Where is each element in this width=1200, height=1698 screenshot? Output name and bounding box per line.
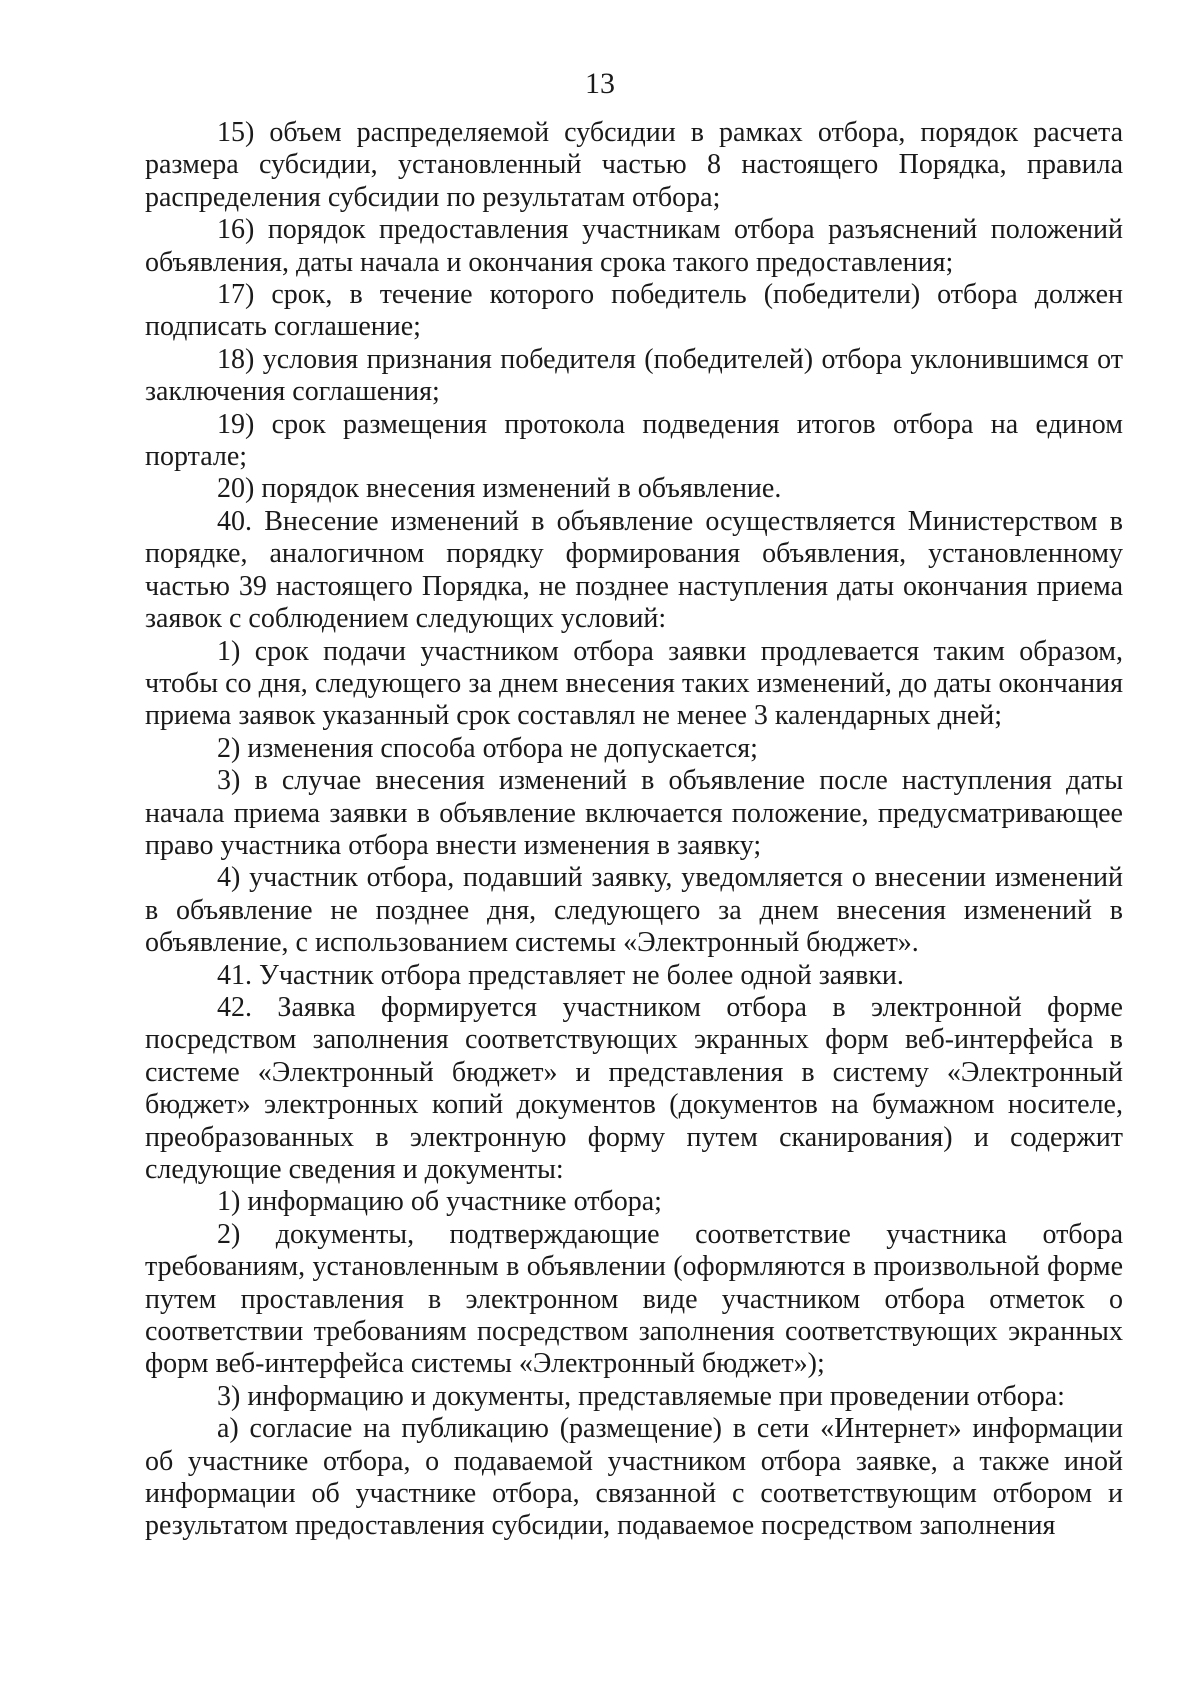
paragraph-section-41: 41. Участник отбора представляет не более одной заявки. [217, 959, 904, 991]
paragraph-section-42-item-2: 2) документы, подтверждающие соответствие участника отбора требованиям, установленным в объявлении (оформляются в произвольной форме путем проставления в электронном виде участником отбора отметок о соответствии требованиям посредством заполнения соответствующих экранных форм веб-интерфейса системы «Электронный бюджет»); [145, 1218, 1123, 1380]
paragraph-item-18: 18) условия признания победителя (победителей) отбора уклонившимся от заключения соглашения; [145, 343, 1123, 408]
paragraph-section-40-item-3: 3) в случае внесения изменений в объявление после наступления даты начала приема заявки в объявление включается положение, предусматривающее право участника отбора внести изменения в заявку; [145, 765, 1123, 861]
paragraph-section-40: 40. Внесение изменений в объявление осуществляется Министерством в порядке, аналогичном порядку формирования объявления, установленному частью 39 настоящего Порядка, не позднее наступления даты окончания приема заявок с соблюдением следующих условий: [145, 505, 1123, 635]
document-body [145, 117, 1123, 1543]
paragraph-item-16: 16) порядок предоставления участникам отбора разъяснений положений объявления, даты начала и окончания срока такого предоставления; [145, 214, 1123, 278]
paragraph-section-40-item-4: 4) участник отбора, подавший заявку, уведомляется о внесении изменений в объявление не позднее дня, следующего за днем внесения изменений в объявление, с использованием системы «Электронный бюджет». [145, 862, 1123, 959]
paragraph-section-42-item-3: 3) информацию и документы, представляемые при проведении отбора: [217, 1380, 1065, 1412]
paragraph-item-20: 20) порядок внесения изменений в объявление. [217, 473, 782, 505]
paragraph-item-15: 15) объем распределяемой субсидии в рамках отбора, порядок расчета размера субсидии, установленный частью 8 настоящего Порядка, правила распределения субсидии по результатам отбора; [145, 117, 1123, 213]
page-number: 13 [585, 67, 615, 100]
paragraph-item-17: 17) срок, в течение которого победитель (победители) отбора должен подписать соглашение; [145, 279, 1123, 343]
paragraph-section-42: 42. Заявка формируется участником отбора в электронной форме посредством заполнения соответствующих экранных форм веб-интерфейса в системе «Электронный бюджет» и представления в систему «Электронный бюджет» электронных копий документов (документов на бумажном носителе, преобразованных в электронную форму путем сканирования) и содержит следующие сведения и документы: [145, 991, 1123, 1185]
paragraph-section-40-item-1: 1) срок подачи участником отбора заявки продлевается таким образом, чтобы со дня, следующего за днем внесения таких изменений, до даты окончания приема заявок указанный срок составлял не менее 3 календарных дней; [145, 635, 1123, 732]
paragraph-item-19: 19) срок размещения протокола подведения итогов отбора на едином портале; [145, 408, 1123, 473]
paragraph-section-42-item-1: 1) информацию об участнике отбора; [217, 1186, 662, 1218]
paragraph-section-42-item-3a: а) согласие на публикацию (размещение) в сети «Интернет» информации об участнике отбора, о подаваемой участником отбора заявке, а также иной информации об участнике отбора, связанной с соответствующим отбором и результатом предоставления субсидии, подаваемое посредством заполнения [145, 1413, 1123, 1542]
paragraph-section-40-item-2: 2) изменения способа отбора не допускается; [217, 732, 758, 764]
